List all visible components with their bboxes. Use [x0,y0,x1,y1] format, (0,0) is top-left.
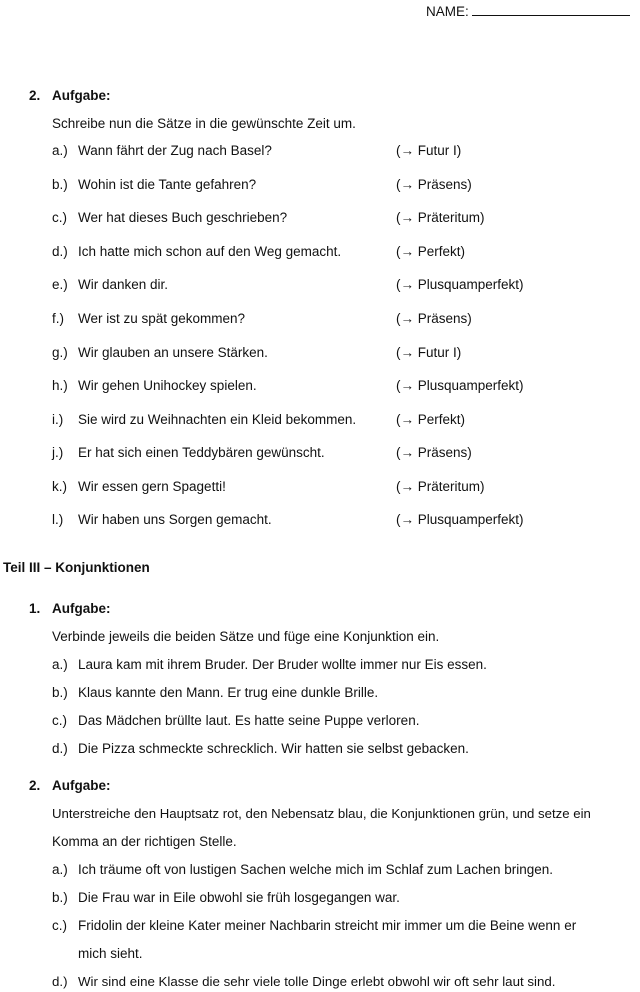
item-sentence: Wohin ist die Tante gefahren? [78,177,257,192]
item-text: Klaus kannte den Mann. Er trug eine dunkle Brille. [78,685,379,700]
item-target-tense: (→ Futur I) [396,143,462,158]
item-sentence: Wir gehen Unihockey spielen. [78,378,257,393]
item-target-tense: (→ Präteritum) [396,479,485,494]
item-text: Die Pizza schmeckte schrecklich. Wir hatten sie selbst gebacken. [78,741,469,756]
item-target-tense: (→ Futur I) [396,345,462,360]
part3-task1-title: Aufgabe: [52,601,111,616]
item-target-tense: (→ Plusquamperfekt) [396,378,524,393]
part3-task2-title: Aufgabe: [52,778,111,793]
item-label: b.) [52,890,68,905]
item-label: a.) [52,862,68,877]
item-label: d.) [52,244,68,259]
item-label: d.) [52,741,68,756]
item-target-tense: (→ Präsens) [396,177,472,192]
item-target-tense: (→ Präteritum) [396,210,485,225]
item-label: g.) [52,345,68,360]
item-text: Fridolin der kleine Kater meiner Nachbarin streicht mir immer um die Beine wenn er [78,918,577,933]
item-target-tense: (→ Perfekt) [396,244,466,259]
item-sentence: Sie wird zu Weihnachten ein Kleid bekommen. [78,412,357,427]
task2-instruction: Schreibe nun die Sätze in die gewünschte Zeit um. [52,116,356,131]
item-sentence: Wer ist zu spät gekommen? [78,311,246,326]
item-label: a.) [52,657,68,672]
item-label: c.) [52,713,67,728]
part3-task1-instruction: Verbinde jeweils die beiden Sätze und füge eine Konjunktion ein. [52,629,440,644]
item-target-tense: (→ Präsens) [396,311,472,326]
name-field[interactable] [426,3,630,19]
item-label: k.) [52,479,67,494]
name-blank-line[interactable] [472,3,630,16]
section-heading: Teil III – Konjunktionen [3,560,150,575]
item-text: Ich träume oft von lustigen Sachen welche mich im Schlaf zum Lachen bringen. [78,862,553,877]
item-target-tense: (→ Plusquamperfekt) [396,512,524,527]
item-sentence: Er hat sich einen Teddybären gewünscht. [78,445,325,460]
item-sentence: Ich hatte mich schon auf den Weg gemacht. [78,244,342,259]
item-sentence: Wann fährt der Zug nach Basel? [78,143,272,158]
item-label: d.) [52,974,68,989]
item-label: c.) [52,918,67,933]
item-sentence: Wer hat dieses Buch geschrieben? [78,210,288,225]
part3-task2-instruction-line2: Komma an der richtigen Stelle. [52,834,237,849]
item-text: Laura kam mit ihrem Bruder. Der Bruder wollte immer nur Eis essen. [78,657,487,672]
task2-number: 2. [29,88,41,103]
item-label: a.) [52,143,68,158]
part3-task1-number: 1. [29,601,41,616]
item-label: b.) [52,177,68,192]
task2-title: Aufgabe: [52,88,111,103]
item-sentence: Wir glauben an unsere Stärken. [78,345,268,360]
item-text: Die Frau war in Eile obwohl sie früh losgegangen war. [78,890,400,905]
item-label: e.) [52,277,68,292]
item-sentence: Wir haben uns Sorgen gemacht. [78,512,272,527]
part3-task2-instruction-line1: Unterstreiche den Hauptsatz rot, den Nebensatz blau, die Konjunktionen grün, und setze ein [52,806,591,821]
item-target-tense: (→ Präsens) [396,445,472,460]
item-text-continuation: mich sieht. [78,946,143,961]
item-label: j.) [52,445,64,460]
item-label: f.) [52,311,64,326]
item-target-tense: (→ Plusquamperfekt) [396,277,524,292]
item-label: b.) [52,685,68,700]
name-label: NAME: [426,4,469,19]
item-sentence: Wir essen gern Spagetti! [78,479,226,494]
item-label: l.) [52,512,64,527]
item-target-tense: (→ Perfekt) [396,412,466,427]
item-label: i.) [52,412,64,427]
item-sentence: Wir danken dir. [78,277,169,292]
item-text: Das Mädchen brüllte laut. Es hatte seine Puppe verloren. [78,713,420,728]
part3-task2-number: 2. [29,778,41,793]
item-label: h.) [52,378,68,393]
item-text: Wir sind eine Klasse die sehr viele tolle Dinge erlebt obwohl wir oft sehr laut sind. [78,974,556,989]
item-label: c.) [52,210,67,225]
